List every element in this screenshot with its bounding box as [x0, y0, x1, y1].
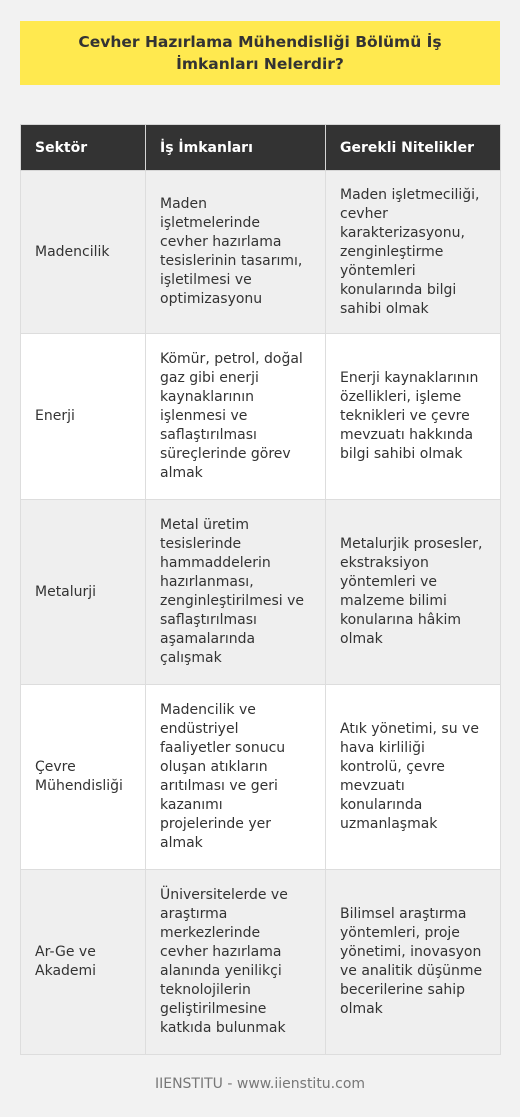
- table-row: [21, 171, 501, 334]
- table-row: [21, 334, 501, 500]
- header-qualifications: Gerekli Nitelikler: [326, 125, 501, 171]
- table-row: [21, 500, 501, 685]
- cell-qualifications: Bilimsel araştırma yöntemleri, proje yönetimi, inovasyon ve analitik düşünme becerilerine sahip olmak: [326, 870, 501, 1055]
- cell-jobs: Madencilik ve endüstriyel faaliyetler sonucu oluşan atıkların arıtılması ve geri kazanımı projelerinde yer almak: [146, 685, 326, 870]
- header-sector: Sektör: [21, 125, 146, 171]
- cell-sector: Madencilik: [21, 171, 146, 334]
- title-banner: [20, 21, 500, 85]
- cell-sector: Metalurji: [21, 500, 146, 685]
- cell-jobs: Metal üretim tesislerinde hammaddelerin hazırlanması, zenginleştirilmesi ve saflaştırılması aşamalarında çalışmak: [146, 500, 326, 685]
- footer-credit: IIENSTITU - www.iienstitu.com: [154, 1076, 366, 1092]
- cell-sector: Enerji: [21, 334, 146, 500]
- cell-sector: Ar-Ge ve Akademi: [21, 870, 146, 1055]
- cell-sector: Çevre Mühendisliği: [21, 685, 146, 870]
- cell-jobs: Üniversitelerde ve araştırma merkezlerinde cevher hazırlama alanında yenilikçi teknolojilerin geliştirilmesine katkıda bulunmak: [146, 870, 326, 1055]
- table-row: [21, 870, 501, 1055]
- table-row: [21, 685, 501, 870]
- cell-qualifications: Atık yönetimi, su ve hava kirliliği kontrolü, çevre mevzuatı konularında uzmanlaşmak: [326, 685, 501, 870]
- cell-jobs: Kömür, petrol, doğal gaz gibi enerji kaynaklarının işlenmesi ve saflaştırılması süreçlerinde görev almak: [146, 334, 326, 500]
- header-jobs: İş İmkanları: [146, 125, 326, 171]
- cell-qualifications: Metalurjik prosesler, ekstraksiyon yöntemleri ve malzeme bilimi konularına hâkim olmak: [326, 500, 501, 685]
- page-title: Cevher Hazırlama Mühendisliği Bölümü İş İmkanları Nelerdir?: [78, 33, 442, 73]
- cell-jobs: Maden işletmelerinde cevher hazırlama tesislerinin tasarımı, işletilmesi ve optimizasyonu: [146, 171, 326, 334]
- jobs-table: [20, 124, 501, 1055]
- cell-qualifications: Maden işletmeciliği, cevher karakterizasyonu, zenginleştirme yöntemleri konularında bilgi sahibi olmak: [326, 171, 501, 334]
- cell-qualifications: Enerji kaynaklarının özellikleri, işleme teknikleri ve çevre mevzuatı hakkında bilgi sahibi olmak: [326, 334, 501, 500]
- table-header-row: [21, 125, 501, 171]
